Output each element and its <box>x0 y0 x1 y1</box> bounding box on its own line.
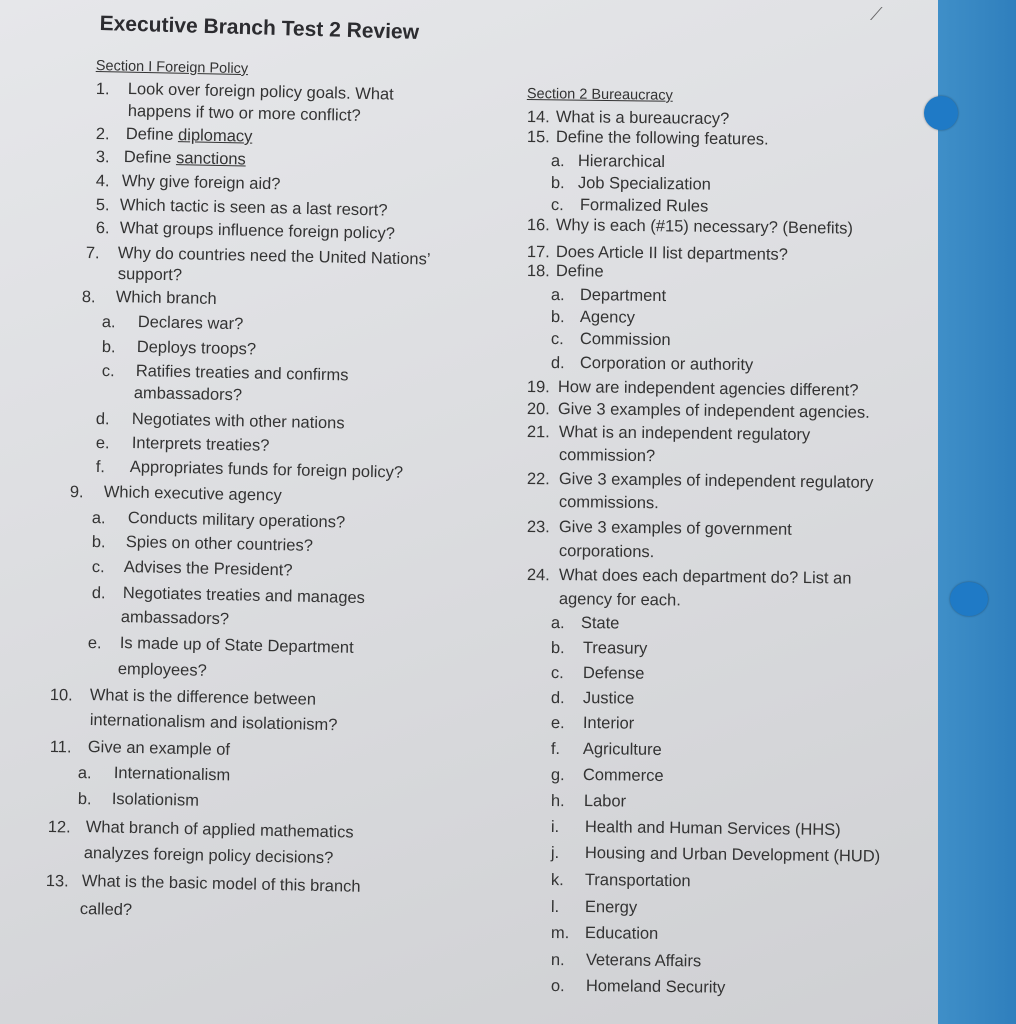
foreign-policy-item-number: 12. <box>47 818 71 837</box>
bureaucracy-item-text: Interior <box>582 714 635 733</box>
foreign-policy-item-text: support? <box>117 265 183 285</box>
foreign-policy-item-number: d. <box>91 584 106 603</box>
foreign-policy-item-text: Ratifies treaties and confirms <box>135 362 349 385</box>
foreign-policy-item-number: e. <box>87 634 102 653</box>
foreign-policy-item-number: 4. <box>95 172 110 191</box>
bureaucracy-item-text: Treasury <box>582 639 648 658</box>
bureaucracy-item-number: b. <box>550 639 565 658</box>
foreign-policy-item-text: Negotiates with other nations <box>131 410 345 433</box>
bureaucracy-item-text: Energy <box>584 898 638 917</box>
foreign-policy-item-number: 1. <box>95 80 110 99</box>
bureaucracy-item-text: Justice <box>582 689 635 708</box>
foreign-policy-item-text: What is the basic model of this branch <box>81 872 361 896</box>
bureaucracy-item-number: j. <box>550 844 560 863</box>
bureaucracy-item-number: 20. <box>526 400 550 419</box>
bureaucracy-item-number: c. <box>550 664 564 683</box>
bureaucracy-item-number: 24. <box>526 566 550 585</box>
bureaucracy-item-text: corporations. <box>558 542 655 562</box>
bureaucracy-item-number: 21. <box>526 423 550 442</box>
foreign-policy-item-text: analyzes foreign policy decisions? <box>83 844 334 868</box>
bureaucracy-item-text: What is a bureaucracy? <box>555 108 730 129</box>
bureaucracy-item-text: commission? <box>558 446 656 466</box>
bureaucracy-item-text: Labor <box>583 792 627 811</box>
punch-hole-middle <box>950 582 988 616</box>
foreign-policy-item-text: called? <box>79 900 133 920</box>
foreign-policy-item-number: a. <box>101 313 116 332</box>
foreign-policy-item-text: Is made up of State Department <box>119 634 354 657</box>
foreign-policy-item-number: b. <box>101 338 116 357</box>
foreign-policy-item-number: d. <box>95 410 110 429</box>
underlined-term: diplomacy <box>177 126 253 146</box>
page-title: Executive Branch Test 2 Review <box>99 12 420 44</box>
bureaucracy-item-text: commissions. <box>558 493 659 513</box>
bureaucracy-item-number: 17. <box>526 243 550 262</box>
bureaucracy-item-text: Why is each (#15) necessary? (Benefits) <box>555 216 854 238</box>
foreign-policy-item-text: Look over foreign policy goals. What <box>127 80 394 104</box>
section-1-title: Section I Foreign Policy <box>95 58 249 78</box>
foreign-policy-item-text: employees? <box>117 660 207 680</box>
bureaucracy-item-number: 15. <box>526 128 550 147</box>
foreign-policy-item-number: a. <box>91 509 106 528</box>
foreign-policy-item-number: b. <box>91 533 106 552</box>
bureaucracy-item-number: a. <box>550 286 565 305</box>
foreign-policy-item-number: f. <box>95 458 106 477</box>
bureaucracy-item-text: State <box>580 614 620 633</box>
foreign-policy-item-number: a. <box>77 764 92 783</box>
bureaucracy-item-number: f. <box>550 740 561 759</box>
bureaucracy-item-text: Give 3 examples of independent regulatory <box>558 470 874 492</box>
bureaucracy-item-text: Education <box>584 924 659 943</box>
bureaucracy-item-text: Define the following features. <box>555 128 769 149</box>
foreign-policy-item-number: 3. <box>95 148 110 167</box>
bureaucracy-item-number: d. <box>550 689 565 708</box>
pen-mark: ⟋ <box>870 4 883 24</box>
foreign-policy-item-text: Which tactic is seen as a last resort? <box>119 196 388 220</box>
foreign-policy-item-text: Negotiates treaties and manages <box>122 584 366 608</box>
foreign-policy-item-number: c. <box>91 558 105 577</box>
foreign-policy-item-text: Conducts military operations? <box>127 509 346 532</box>
bureaucracy-item-number: c. <box>550 330 564 349</box>
bureaucracy-item-text: Housing and Urban Development (HUD) <box>584 844 881 866</box>
foreign-policy-item-text: Spies on other countries? <box>125 533 314 555</box>
bureaucracy-item-text: Formalized Rules <box>579 196 709 216</box>
bureaucracy-item-number: b. <box>550 174 565 193</box>
foreign-policy-item-text: Interprets treaties? <box>131 434 270 455</box>
bureaucracy-item-number: 16. <box>526 216 550 235</box>
bureaucracy-item-number: a. <box>550 614 565 633</box>
bureaucracy-item-text: Does Article II list departments? <box>555 243 788 264</box>
bureaucracy-item-number: i. <box>550 818 560 837</box>
foreign-policy-item-number: c. <box>101 362 115 381</box>
foreign-policy-item-number: b. <box>77 790 92 809</box>
foreign-policy-item-number: 7. <box>85 244 100 263</box>
bureaucracy-item-text: Corporation or authority <box>579 354 754 375</box>
bureaucracy-item-number: c. <box>550 196 564 215</box>
foreign-policy-item-text: Appropriates funds for foreign policy? <box>129 458 404 482</box>
bureaucracy-item-number: b. <box>550 308 565 327</box>
foreign-policy-item-text: Internationalism <box>113 764 231 785</box>
foreign-policy-item-text: Give an example of <box>87 738 231 759</box>
bureaucracy-item-number: 14. <box>526 108 550 127</box>
foreign-policy-item-text: What is the difference between <box>89 686 317 709</box>
bureaucracy-item-number: l. <box>550 898 560 917</box>
bureaucracy-item-number: 23. <box>526 518 550 537</box>
bureaucracy-item-text: Agriculture <box>582 740 662 759</box>
bureaucracy-item-text: Commission <box>579 330 671 350</box>
bureaucracy-item-number: n. <box>550 951 565 970</box>
foreign-policy-item-text: Why do countries need the United Nations’ <box>117 244 431 269</box>
foreign-policy-item-text: Declares war? <box>137 313 244 334</box>
bureaucracy-item-number: a. <box>550 152 565 171</box>
foreign-policy-item-text: happens if two or more conflict? <box>127 102 361 125</box>
bureaucracy-item-text: What is an independent regulatory <box>558 423 811 445</box>
bureaucracy-item-number: 19. <box>526 378 550 397</box>
foreign-policy-item-text: Define sanctions <box>123 148 246 169</box>
bureaucracy-item-text: Give 3 examples of government <box>558 518 792 539</box>
foreign-policy-item-text: internationalism and isolationism? <box>89 711 338 735</box>
foreign-policy-item-number: 11. <box>49 738 72 757</box>
foreign-policy-item-text: What branch of applied mathematics <box>85 818 354 842</box>
foreign-policy-item-number: 9. <box>69 483 84 502</box>
bureaucracy-item-number: m. <box>550 924 570 943</box>
underlined-term: sanctions <box>175 149 246 169</box>
bureaucracy-item-text: Health and Human Services (HHS) <box>584 818 841 840</box>
bureaucracy-item-text: Commerce <box>582 766 664 785</box>
foreign-policy-item-text: Define diplomacy <box>125 125 253 146</box>
bureaucracy-item-number: k. <box>550 871 564 890</box>
foreign-policy-item-text: Which branch <box>115 288 217 309</box>
bureaucracy-item-text: How are independent agencies different? <box>557 378 859 400</box>
bureaucracy-item-number: e. <box>550 714 565 733</box>
foreign-policy-item-text: Deploys troops? <box>136 338 257 359</box>
foreign-policy-item-number: 5. <box>95 196 110 215</box>
foreign-policy-item-number: 10. <box>49 686 73 705</box>
bureaucracy-item-text: Agency <box>579 308 636 327</box>
foreign-policy-item-number: 8. <box>81 288 96 307</box>
bureaucracy-item-text: Homeland Security <box>585 977 726 997</box>
foreign-policy-item-number: 6. <box>95 219 110 238</box>
bureaucracy-item-text: agency for each. <box>558 590 681 610</box>
foreign-policy-item-text: Advises the President? <box>123 558 293 580</box>
bureaucracy-item-text: Department <box>579 286 667 306</box>
foreign-policy-item-text: What groups influence foreign policy? <box>119 219 396 243</box>
bureaucracy-item-text: Job Specialization <box>577 174 711 194</box>
foreign-policy-item-number: 2. <box>95 125 110 144</box>
punch-hole-top <box>924 96 958 130</box>
bureaucracy-item-text: Define <box>555 262 604 281</box>
bureaucracy-item-text: Hierarchical <box>577 152 666 172</box>
foreign-policy-item-number: e. <box>95 434 110 453</box>
bureaucracy-item-text: Veterans Affairs <box>585 951 702 971</box>
section-2-title: Section 2 Bureaucracy <box>526 86 673 104</box>
bureaucracy-item-number: 22. <box>526 470 550 489</box>
foreign-policy-item-text: Isolationism <box>111 790 200 810</box>
foreign-policy-item-text: Why give foreign aid? <box>121 172 281 194</box>
blue-folder-edge <box>938 0 1016 1024</box>
bureaucracy-item-text: Give 3 examples of independent agencies. <box>557 400 870 422</box>
bureaucracy-item-number: h. <box>550 792 565 811</box>
bureaucracy-item-text: Defense <box>582 664 645 683</box>
foreign-policy-item-number: 13. <box>45 872 69 891</box>
bureaucracy-item-number: o. <box>550 977 565 996</box>
bureaucracy-item-text: What does each department do? List an <box>558 566 852 588</box>
foreign-policy-item-text: Which executive agency <box>103 483 282 505</box>
foreign-policy-item-text: ambassadors? <box>133 384 243 405</box>
bureaucracy-item-number: 18. <box>526 262 550 281</box>
bureaucracy-item-number: d. <box>550 354 565 373</box>
foreign-policy-item-text: ambassadors? <box>120 608 230 629</box>
bureaucracy-item-text: Transportation <box>584 871 691 891</box>
bureaucracy-item-number: g. <box>550 766 565 785</box>
